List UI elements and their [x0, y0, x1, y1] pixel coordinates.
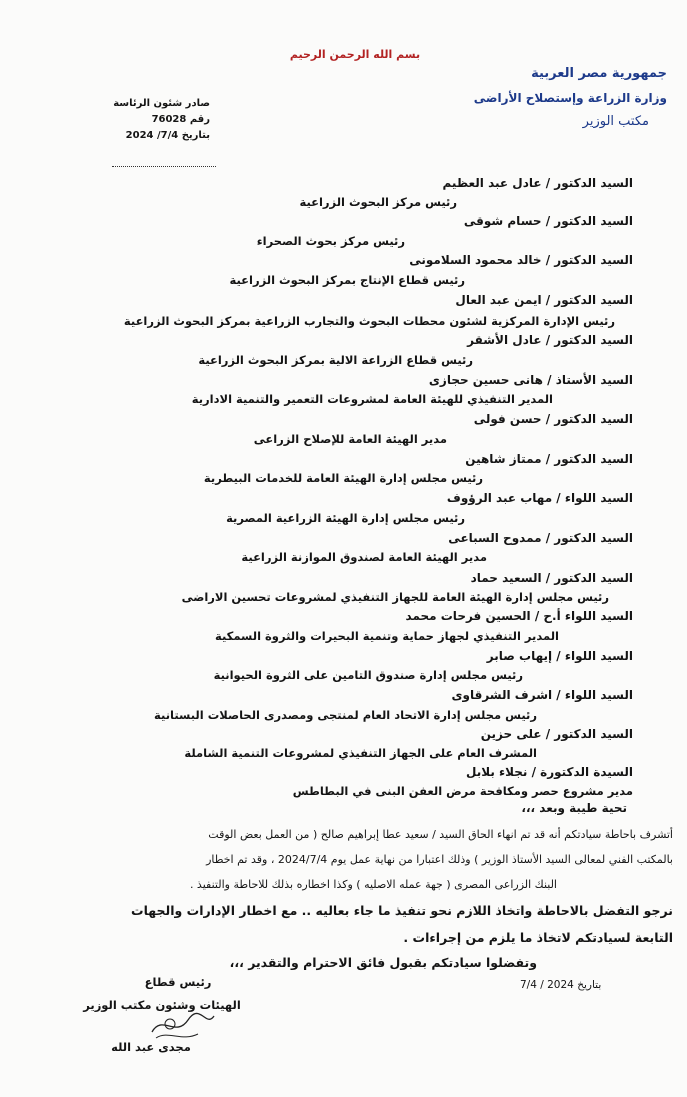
- reference-block: [100, 96, 210, 144]
- letterhead: [474, 62, 667, 134]
- addressee-name: السيد الدكتور / خالد محمود السلامونى: [409, 253, 633, 267]
- reference-date: [100, 128, 210, 144]
- addressee-name: السيد الدكتور / ايمن عبد العال: [455, 293, 633, 307]
- number-label: رقم: [189, 114, 210, 125]
- body-line: البنك الزراعى المصرى ( جهة عمله الاصليه ) وكذا اخطاره بذلك للاحاطة والتنفيذ .: [189, 878, 557, 891]
- office-name: مكتب الوزير: [582, 114, 649, 129]
- body-line: أتشرف باحاطة سيادتكم أنه قد تم انهاء الحاق السيد / سعيد عطا إبراهيم صالح ( من العمل بعض الوقت: [208, 828, 673, 841]
- addressee-name: السيد اللواء / اشرف الشرقاوى: [451, 688, 633, 702]
- addressee-title: رئيس مجلس إدارة صندوق التامين على الثروة الحيوانية: [213, 668, 523, 682]
- addressee-title: مدير الهيئة العامة لصندوق الموازنة الزراعية: [241, 550, 487, 564]
- dotted-separator: [112, 166, 216, 167]
- reference-number: [100, 112, 210, 128]
- body-line: التابعة لسيادتكم لاتخاذ ما يلزم من إجراءات .: [403, 930, 673, 945]
- addressee-title: رئيس مركز البحوث الزراعية: [299, 195, 457, 209]
- date-label: بتاريخ: [181, 130, 210, 141]
- basmala: بسم الله الرحمن الرحيم: [289, 48, 421, 61]
- date-value: 2024 /7/4: [125, 130, 179, 141]
- addressee-title: المشرف العام على الجهاز التنفيذي لمشروعات التنمية الشاملة: [184, 746, 537, 760]
- greeting: تحية طيبة وبعد ،،،: [521, 801, 627, 815]
- addressee-title: مدير مشروع حصر ومكافحة مرض العفن البنى في البطاطس: [292, 784, 633, 798]
- addressee-title: رئيس مجلس إدارة الاتحاد العام لمنتجى ومصدرى الحاصلات البستانية: [154, 708, 537, 722]
- addressee-title: رئيس الإدارة المركزية لشئون محطات البحوث والتجارب الزراعية بمركز البحوث الزراعية: [123, 314, 615, 328]
- addressee-title: المدير التنفيذي لجهاز حماية وتنمية البحيرات والثروة السمكية: [214, 629, 559, 643]
- addressee-name: السيد الدكتور / ممدوح السباعى: [448, 531, 633, 545]
- body-line: بالمكتب الفني لمعالى السيد الأستاذ الوزير ) وذلك اعتبارا من نهاية عمل يوم 2024/7/4 ، وقد تم اخطار: [206, 853, 673, 866]
- addressee-title: رئيس مجلس إدارة الهيئة العامة للجهاز التنفيذي لمشروعات تحسين الاراضى: [181, 590, 609, 604]
- addressee-name: السيد اللواء / مهاب عبد الرؤوف: [446, 491, 633, 505]
- addressee-name: السيدة الدكتورة / نجلاء بلابل: [465, 765, 633, 779]
- body-line: وتفضلوا سيادتكم بقبول فائق الاحترام والتقدير ،،،: [229, 955, 537, 970]
- addressee-title: رئيس مجلس إدارة الهيئة العامة للخدمات البيطرية: [203, 471, 483, 485]
- signature-scribble: [148, 1008, 218, 1044]
- country-name: جمهورية مصر العربية: [531, 66, 667, 81]
- addressee-name: السيد الدكتور / حسام شوقى: [463, 214, 633, 228]
- addressee-title: رئيس مجلس إدارة الهيئة الزراعية المصرية: [226, 511, 465, 525]
- issued-label: صادر شئون الرئاسة: [113, 98, 210, 109]
- addressee-name: السيد الدكتور / على حزين: [480, 727, 633, 741]
- addressee-name: السيد اللواء / إيهاب صابر: [486, 649, 633, 663]
- addressee-name: السيد الدكتور / السعيد حماد: [470, 571, 633, 585]
- ministry-name: وزارة الزراعة وإستصلاح الأراضى: [473, 91, 667, 105]
- addressee-title: مدير الهيئة العامة للإصلاح الزراعى: [253, 432, 447, 446]
- addressee-name: السيد الدكتور / حسن فولى: [473, 412, 633, 426]
- footer-date-value: 2024 / 7/4: [520, 979, 574, 991]
- signer-name: مجدى عبد الله: [111, 1040, 191, 1054]
- number-value: 76028: [151, 114, 187, 125]
- addressee-title: المدير التنفيذي للهيئة العامة لمشروعات التعمير والتنمية الادارية: [191, 392, 553, 406]
- signer-title-1: رئيس قطاع: [144, 975, 212, 989]
- body-line: نرجو التفضل بالاحاطة واتخاذ اللازم نحو تنفيذ ما جاء بعاليه .. مع اخطار الإدارات والجهات: [131, 903, 673, 918]
- addressee-name: السيد الدكتور / عادل الأشقر: [467, 333, 633, 347]
- addressee-title: رئيس قطاع الإنتاج بمركز البحوث الزراعية: [229, 273, 465, 287]
- signer-title-2: الهيئات وشئون مكتب الوزير: [83, 998, 241, 1012]
- addressee-name: السيد الدكتور / ممتاز شاهين: [465, 452, 633, 466]
- addressee-name: السيد الدكتور / عادل عبد العظيم: [442, 176, 633, 190]
- footer-date: [520, 979, 601, 991]
- addressee-title: رئيس قطاع الزراعة الالية بمركز البحوث الزراعية: [198, 353, 473, 367]
- addressee-title: رئيس مركز بحوث الصحراء: [256, 234, 405, 248]
- addressee-name: السيد الأستاذ / هانى حسين حجازى: [428, 373, 633, 387]
- footer-date-label: بتاريخ: [577, 979, 602, 991]
- addressee-name: السيد اللواء أ.ح / الحسين فرحات محمد: [405, 609, 633, 623]
